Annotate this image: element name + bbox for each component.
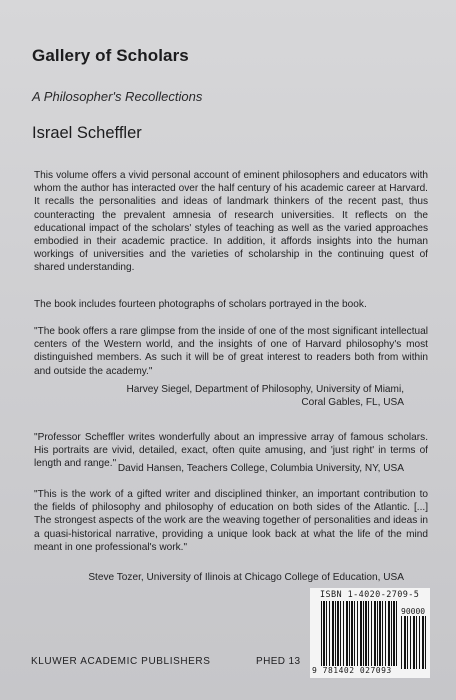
publisher-name: KLUWER ACADEMIC PUBLISHERS [31,656,211,667]
description-paragraph: This volume offers a vivid personal account of eminent philosophers and educators with whom the author has interacted over the half century of his academic career at Harvard. It recalls the personalities and ideas of landmark thinkers of the recent past, thus counteracting the prevalent amnesia of research universities. It reflects on the educational impact of the scholars' styles of teaching as well as the varied approaches embodied in their academic practice. In addition, it affords insights into the human workings of universities and the varieties of scholarship in the continuing quest of shared understanding. [34,170,428,274]
review-quote-2: "Professor Scheffler writes wonderfully about an impressive array of famous scholars. His portraits are vivid, detailed, exact, often quite amusing, and 'just right' in terms of length and range." [34,432,428,470]
photos-note: The book includes fourteen photographs of scholars portrayed in the book. [34,299,367,310]
isbn-number: ISBN 1-4020-2709-5 [320,590,420,600]
review-attribution-3: Steve Tozer, University of Ilinois at Chicago College of Education, USA [88,572,404,583]
ean-number: 9 781402 027093 [312,666,400,675]
series-code: PHED 13 [256,656,301,667]
review-attribution-1 [127,383,405,409]
price-code: 90000 [401,607,426,616]
review-attribution-1-line1: Harvey Siegel, Department of Philosophy, University of Miami, [126,384,404,395]
author-name: Israel Scheffler [32,124,142,142]
review-attribution-2: David Hansen, Teachers College, Columbia University, NY, USA [117,463,404,474]
book-title: Gallery of Scholars [32,46,189,65]
review-quote-1: "The book offers a rare glimpse from the inside of one of the most significant intellectual centers of the Western world, and the insights of one of Harvard philosophy's most distinguished members. As such it will be of great interest to readers both from within and outside the academy." [34,326,428,377]
price-addon-barcode [401,616,427,669]
review-quote-3: "This is the work of a gifted writer and disciplined thinker, an important contribution to the fields of philosophy and philosophy of education on both sides of the Atlantic. [...] The strongest aspects of the work are the weaving together of personalities and ideas in a quasi-historical narrative, providing a unique look back at what the life of the mind meant in one professional's work." [34,489,428,553]
book-subtitle: A Philosopher's Recollections [32,89,203,104]
ean-barcode [321,601,397,669]
review-attribution-1-line2: Coral Gables, FL, USA [301,397,404,409]
